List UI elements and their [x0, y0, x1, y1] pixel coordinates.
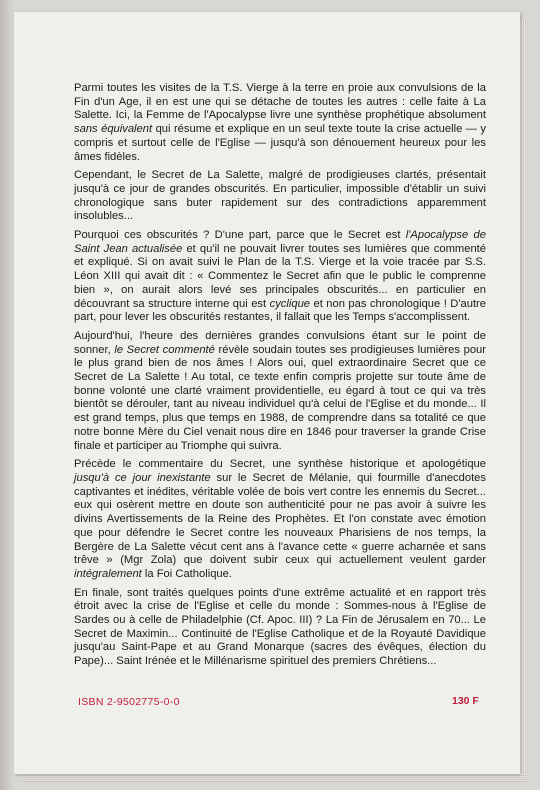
text-run: sur le Secret de Mélanie, qui fourmille d'anecdotes captivantes et inédites, véritable volée de bois vert contre les ennemis du Secret... eux qui osèrent mettre en doute son authenticité pour ne pas avoir à suivre les divins Avertissements de la Reine des Prophètes. Et l'on constate avec émotion que pour défendre le Secret contre les nouveaux Pharisiens de nos temps, la Bergère de La Salette vécut cent ans à l'avance cette « guerre acharnée et sans trêve » (Mgr Zola) que doivent subir ceux qui actuellement veulent garder — [74, 471, 486, 567]
isbn: ISBN 2-9502775-0-0 — [78, 696, 180, 708]
text-run: qui résume et explique en un seul texte toute la crise actuelle — y compris et surtout celle de l'Eglise — jusqu'à son dénouement heureux pour les âmes fidèles. — [74, 123, 486, 163]
paragraph-1 — [74, 82, 486, 164]
italic-run: intégralement — [74, 567, 142, 580]
background-shadow — [0, 0, 14, 790]
text-run: et non pas chronologique ! D'autre part, pour lever les obscurités restantes, il fallait que les Temps s'accomplissent. — [74, 297, 486, 324]
text-run: et qu'il ne pouvait livrer toutes ses lumières que commenté et expliqué. Si on avait suivi le Plan de la T.S. Vierge et la voie tracée par S.S. Léon XIII qui avait dit : « Commentez le Secret afin que le public le comprenne bien », on aurait alors levé ses principales obscurités... en particulier en découvrant sa structure interne qui est — [74, 242, 487, 310]
paragraph-2 — [74, 169, 486, 224]
page-edges — [520, 20, 528, 776]
price: 130 F — [452, 695, 479, 707]
text-run: la Foi Catholique. — [141, 567, 232, 580]
text-run: révèle soudain toutes ses prodigieuses lumières pour le plus grand bien de nos âmes ! Alors oui, quel extraordinaire Secret que ce Secret de La Salette ! Au total, ce texte enfin compris projette sur toute âme de bonne volonté une clarté vraiment providentielle, eu égard à tout ce qui va très bientôt se dérouler, tant au niveau individuel qu'à celui de l'Eglise et du monde... Il est grand temps, plus que temps en 1988, de comprendre dans sa totalité ce que notre bonne Mère du Ciel venait nous dire en 1846 pour traverser la grande Crise finale et participer au Triomphe qui suivra. — [74, 343, 486, 452]
italic-run: jusqu'à ce jour inexistante — [74, 471, 211, 484]
text-run: Parmi toutes les visites de la T.S. Vierge à la terre en proie aux convulsions de la Fin d'un Age, il en est une qui se détache de toutes les autres : celle faite à La Salette. Ici, la Femme de l'Apocalypse livre une synthèse prophétique absolument — [74, 82, 486, 122]
paragraph-3 — [74, 229, 486, 325]
text-run: Pourquoi ces obscurités ? D'une part, parce que le Secret est — [74, 229, 406, 242]
italic-run: sans équivalent — [74, 123, 153, 136]
italic-run: le Secret commenté — [114, 343, 215, 356]
text-run: En finale, sont traités quelques points d'une extrême actualité et en rapport très étroit avec la crise de l'Eglise et celle du monde : Sommes-nous à l'Eglise de Sardes ou à celle de Philadelphie (Cf. Apoc. III) ? La Fin de Jérusalem en 70... Le Secret de Maximin... Continuité de l'Eglise Catholique et de la Royauté Davidique jusqu'au Saint-Pape et au Grand Monarque (sacres des évêques, élection du Pape)... Saint Irénée et le Millénarisme spirituel des premiers Chrétiens... — [74, 586, 486, 668]
paragraph-6 — [74, 587, 486, 669]
blurb-text — [74, 82, 486, 674]
text-run: Cependant, le Secret de La Salette, malgré de prodigieuses clartés, présentait jusqu'à ce jour de grandes obscurités. En particulier, impossible d'établir un suivi chronologique sans buter rapidement sur des contradictions apparemment insolubles... — [74, 169, 486, 223]
page-edges-bottom — [20, 774, 528, 782]
paragraph-5 — [74, 458, 486, 581]
text-run: Aujourd'hui, l'heure des dernières grandes convulsions étant sur le point de sonner, — [74, 329, 486, 356]
paragraph-4 — [74, 330, 486, 453]
italic-run: l'Apocalypse de Saint Jean actualisée — [74, 229, 487, 255]
italic-run: cyclique — [269, 297, 311, 310]
text-run: Précède le commentaire du Secret, une synthèse historique et apologétique — [74, 458, 486, 471]
